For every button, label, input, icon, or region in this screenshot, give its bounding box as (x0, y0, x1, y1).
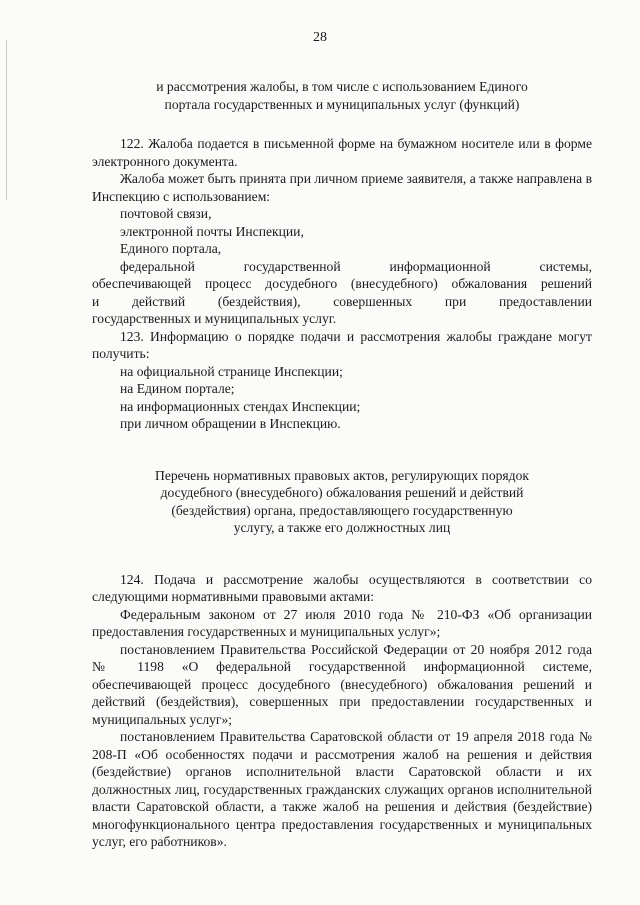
list-item-line: государственных и муниципальных услуг. (92, 311, 337, 326)
list-item: Единого портала, (120, 241, 222, 256)
scan-edge-line (6, 40, 7, 200)
list-item: при личном обращении в Инспекцию. (120, 416, 341, 431)
list-item: электронной почты Инспекции, (120, 223, 304, 239)
section-heading-complaint-procedure (92, 78, 592, 113)
paragraph-124: 124. Подача и рассмотрение жалобы осуществляются в соответствии со следующими нормативными правовыми актами: (92, 571, 592, 604)
section-heading-legal-acts (92, 467, 592, 537)
list-item-line: и действий (бездействия), совершенных при предоставлении (92, 293, 592, 309)
legal-act-saratov-resolution: постановлением Правительства Саратовской области от 19 апреля 2018 года № 208-П «Об особенностях подачи и рассмотрения жалоб на решения и действия (бездействие) органов исполнительной власти Саратовской области и их должностных лиц, государственных гражданских служащих органов исполнительной власти Саратовской области, а также жалоб на решения и действия (бездействие) многофункционального центра предоставления государственных и муниципальных услуг, его работников». (92, 729, 592, 849)
page-number: 28 (313, 30, 327, 45)
heading-line: и рассмотрения жалобы, в том числе с использованием Единого (156, 79, 528, 94)
paragraph-122: 122. Жалоба подается в письменной форме на бумажном носителе или в форме электронного документа. (92, 136, 592, 169)
heading-line: досудебного (внесудебного) обжалования решений и действий (160, 485, 524, 500)
list-item: на информационных стендах Инспекции; (120, 398, 361, 414)
paragraph-122-channels: Жалоба может быть принята при личном приеме заявителя, а также направлена в Инспекцию с использованием: (92, 171, 592, 204)
list-item-line: обеспечивающей процесс досудебного (внесудебного) обжалования решений (92, 276, 592, 291)
legal-act-government-resolution: постановлением Правительства Российской Федерации от 20 ноября 2012 года № 1198 «О федеральной государственной информационной системе, обеспечивающей процесс досудебного (внесудебного) обжалования решений и действий (бездействия), совершенных при предоставлении государственных и муниципальных услуг»; (92, 641, 592, 727)
heading-line: портала государственных и муниципальных услуг (функций) (164, 96, 520, 112)
paragraph-123: 123. Информацию о порядке подачи и рассмотрения жалобы граждане могут получить: (92, 328, 592, 361)
list-item-line: федеральной государственной информационной системы, (120, 258, 592, 274)
legal-act-federal-law: Федеральным законом от 27 июля 2010 года № 210-ФЗ «Об организации предоставления государственных и муниципальных услуг»; (92, 606, 592, 639)
heading-line: услугу, а также его должностных лиц (233, 520, 451, 535)
page-content (92, 78, 592, 851)
heading-line: (бездействия) органа, предоставляющего государственную (171, 502, 513, 518)
list-item: на Едином портале; (120, 381, 235, 396)
list-item: почтовой связи, (120, 206, 212, 221)
list-item: на официальной странице Инспекции; (120, 363, 343, 379)
heading-line: Перечень нормативных правовых актов, регулирующих порядок (155, 467, 529, 483)
